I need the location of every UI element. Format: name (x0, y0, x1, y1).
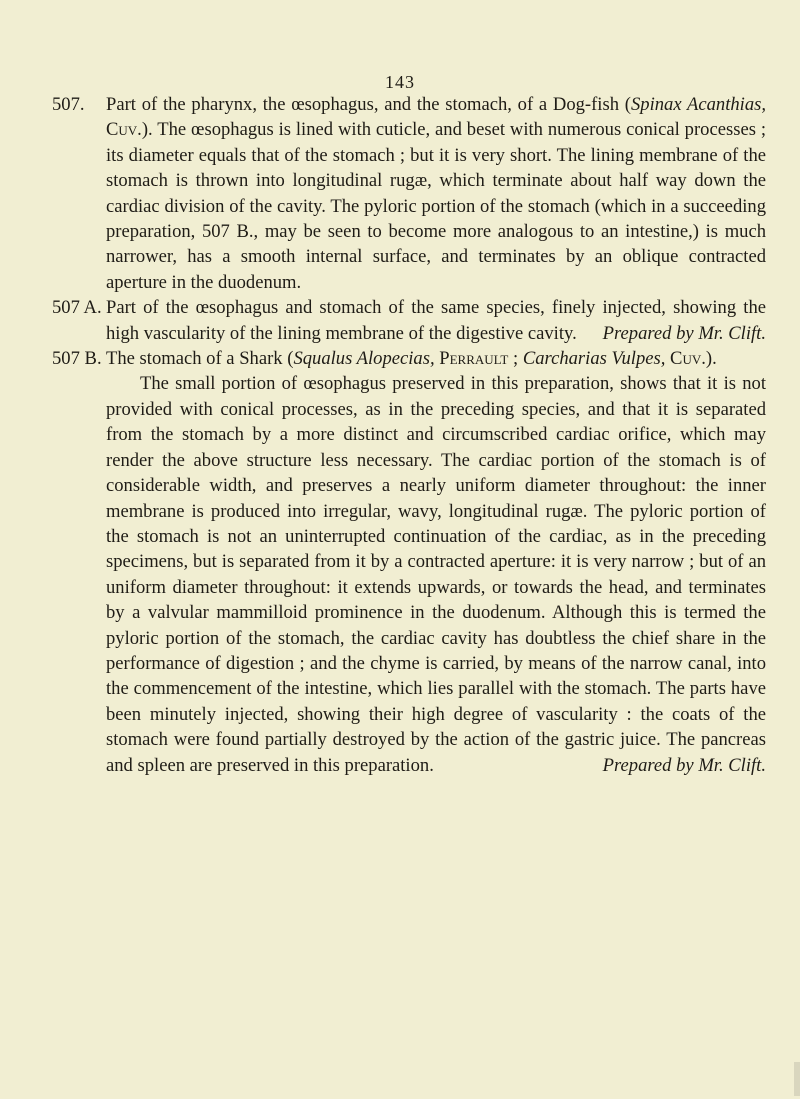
entry-body (106, 371, 766, 778)
preparer-credit: Prepared by Mr. Clift. (602, 322, 766, 344)
title-end: ). (705, 348, 717, 370)
entry-intro: Part of the pharynx, the œsophagus, and the stomach, of a Dog-fish ( (106, 94, 631, 115)
entry-number: 507 A. (52, 297, 102, 319)
entry-description: ). The œsophagus is lined with cuticle, and beset with numerous conical processes ; its diameter equals that of the stomach ; but it is very short. The lining membrane of the stomach is thrown into longitudinal rugæ, which terminate about half way down the cardiac division of the cavity. The pyloric portion of the stomach (which in a succeeding preparation, 507 B., may be seen to become more analogous to an intestine,) is much narrower, has a smooth internal surface, and terminates by an oblique contracted aperture in the duodenum. (106, 119, 766, 293)
catalogue-entries (52, 92, 766, 778)
authority: Cuv. (106, 119, 142, 141)
entry-507 (52, 92, 766, 295)
page-edge-mark (794, 1062, 800, 1096)
separator: ; (508, 348, 523, 370)
entry-507a (52, 295, 766, 346)
page-number: 143 (385, 72, 415, 92)
species-name: Spinax Acanthias, (630, 94, 767, 115)
entry-title (106, 346, 766, 371)
preparer-credit: Prepared by Mr. Clift. (602, 754, 766, 776)
entry-intro: The stomach of a Shark ( (106, 348, 294, 370)
entry-description: Part of the œsophagus and stomach of the same species, finely injected, showing the high vascularity of the lining membrane of the digestive cavity. (106, 297, 766, 344)
authority: Cuv. (670, 348, 706, 370)
entry-text (106, 92, 766, 295)
entry-number: 507. (52, 94, 85, 115)
species-name: Carcharias Vulpes, (522, 348, 666, 370)
authority: Perrault (439, 348, 509, 370)
entry-507b (52, 346, 766, 778)
entry-text (106, 295, 766, 346)
species-name: Squalus Alopecias, (293, 348, 435, 370)
entry-number: 507 B. (52, 348, 102, 370)
entry-description: The small portion of œsophagus preserved in this preparation, shows that it is not provided with conical processes, as in the preceding species, and that it is separated from the stomach by a more distinct and circumscribed cardiac orifice, which may render the above structure less necessary. The cardiac portion of the stomach is of considerable width, and preserves a nearly uniform diameter throughout: the inner membrane is produced into irregular, wavy, longitudinal rugæ. The pyloric portion of the stomach is not an uninterrupted continuation of the cardiac, as in the preceding specimens, but is separated from it by a contracted aperture: it is very narrow ; but of an uniform diameter throughout: it extends upwards, or towards the head, and terminates by a valvular mammilloid prominence in the duodenum. Although this is termed the pyloric portion of the stomach, the cardiac cavity has doubtless the chief share in the performance of digestion ; and the chyme is carried, by means of the narrow canal, into the commencement of the intestine, which lies parallel with the stomach. The parts have been minutely injected, showing their high degree of vascularity : the coats of the stomach were found partially destroyed by the action of the gastric juice. The pancreas and spleen are preserved in this preparation. (106, 373, 766, 776)
